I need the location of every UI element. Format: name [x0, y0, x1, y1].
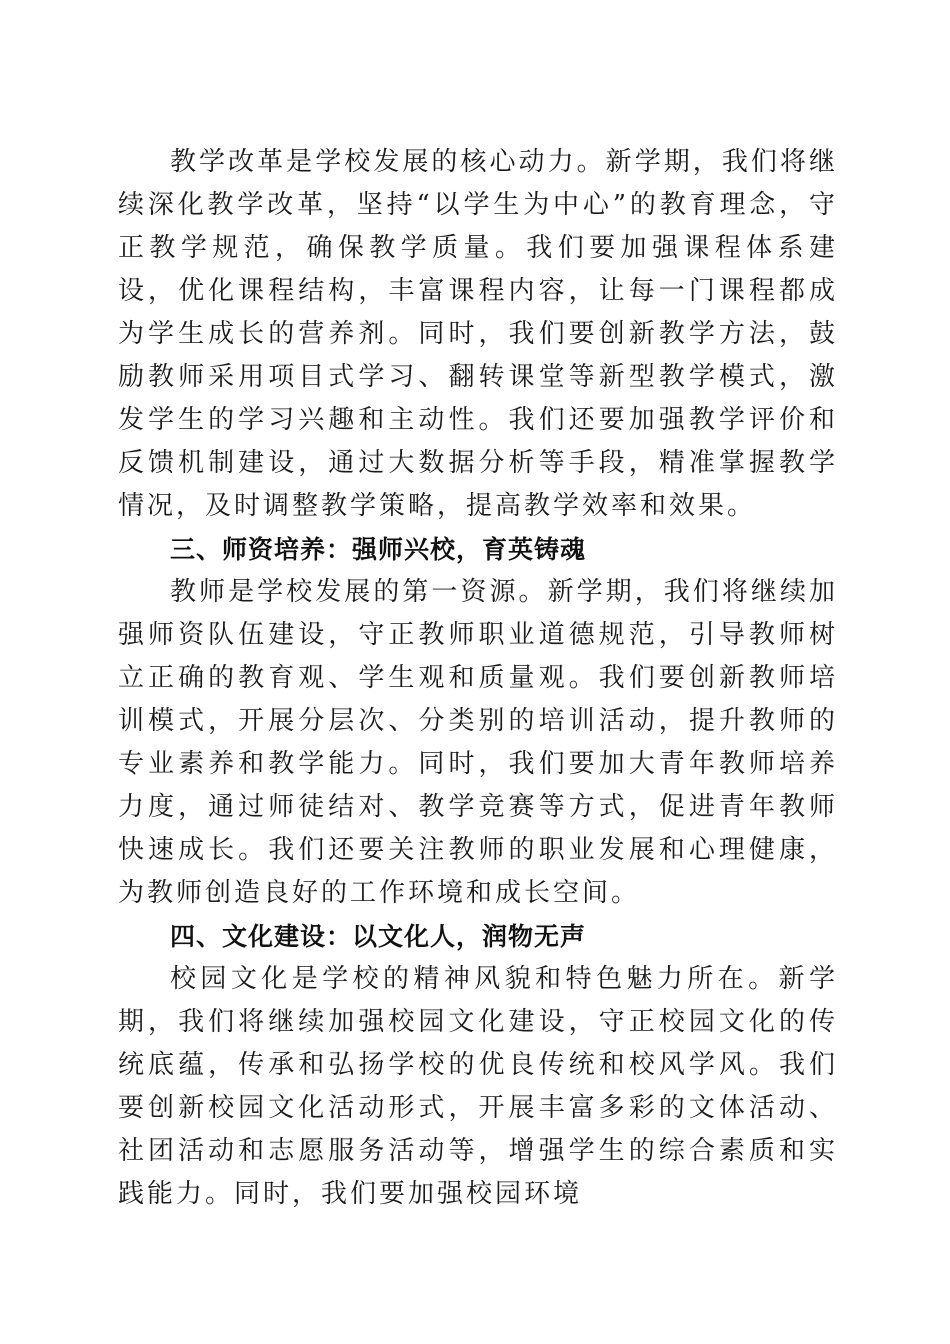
paragraph-culture: 校园文化是学校的精神风貌和特色魅力所在。新学期，我们将继续加强校园文化建设，守正校园文化的传统底蕴，传承和弘扬学校的优良传统和校风学风。我们要创新校园文化活动形式，开展丰富多彩的文体活动、社团活动和志愿服务活动等，增强学生的综合素质和实践能力。同时，我们要加强校园环境 [118, 964, 838, 1209]
section-heading-teacher-training: 三、师资培养：强师兴校，育英铸魂 [170, 535, 587, 564]
section-heading-culture: 四、文化建设：以文化人，润物无声 [170, 922, 587, 951]
paragraph-teaching-reform: 教学改革是学校发展的核心动力。新学期，我们将继续深化教学改革，坚持“以学生为中心”的教育理念，守正教学规范，确保教学质量。我们要加强课程体系建设，优化课程结构，丰富课程内容，让每一门课程都成为学生成长的营养剂。同时，我们要创新教学方法，鼓励教师采用项目式学习、翻转课堂等新型教学模式，激发学生的学习兴趣和主动性。我们还要加强教学评价和反馈机制建设，通过大数据分析等手段，精准掌握教学情况，及时调整教学策略，提高教学效率和效果。 [118, 147, 838, 521]
paragraph-teacher-training: 教师是学校发展的第一资源。新学期，我们将继续加强师资队伍建设，守正教师职业道德规范，引导教师树立正确的教育观、学生观和质量观。我们要创新教师培训模式，开展分层次、分类别的培训活动，提升教师的专业素养和教学能力。同时，我们要加大青年教师培养力度，通过师徒结对、教学竞赛等方式，促进青年教师快速成长。我们还要关注教师的职业发展和心理健康，为教师创造良好的工作环境和成长空间。 [118, 577, 838, 908]
document-body [118, 141, 838, 1216]
